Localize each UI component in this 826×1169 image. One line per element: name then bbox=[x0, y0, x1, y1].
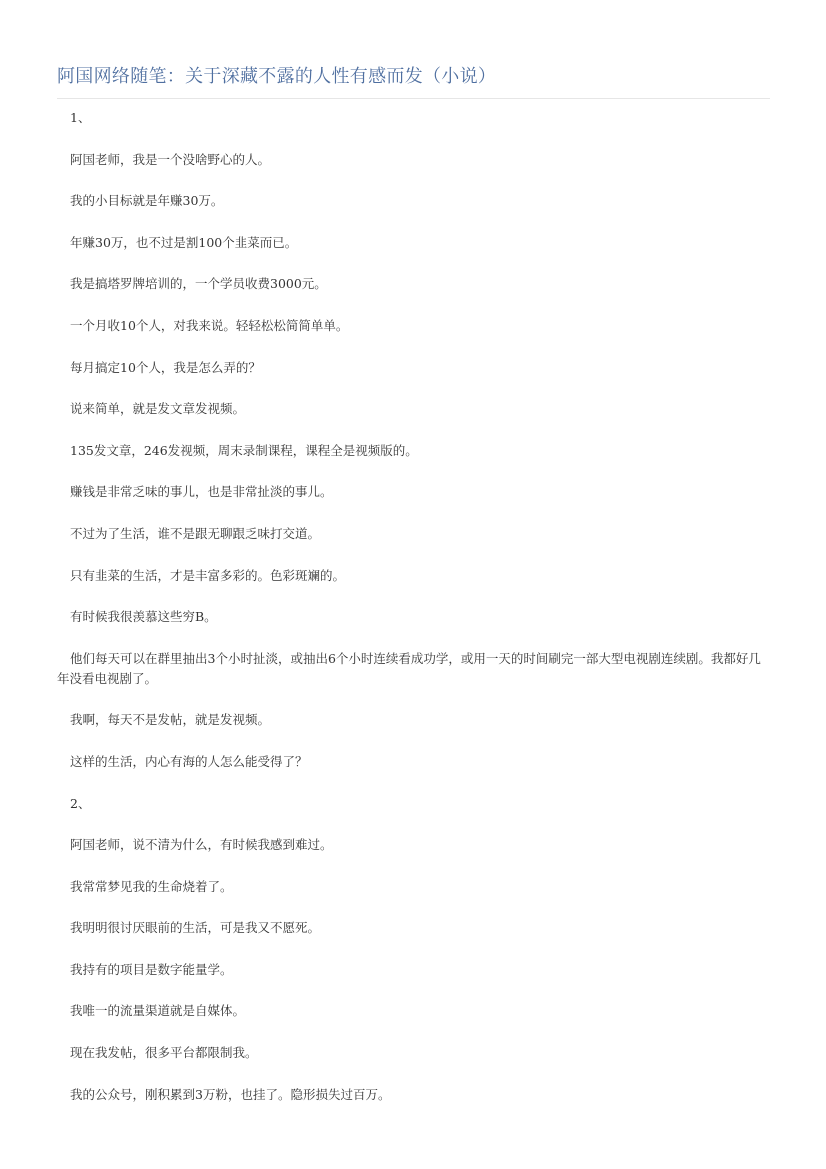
paragraph: 我的小目标就是年赚30万。 bbox=[70, 193, 224, 209]
paragraph: 2、 bbox=[70, 795, 91, 811]
paragraph: 现在我发帖，很多平台都限制我。 bbox=[70, 1045, 258, 1061]
paragraph: 每月搞定10个人，我是怎么弄的？ bbox=[70, 359, 261, 375]
paragraph: 一个月收10个人，对我来说。轻轻松松简简单单。 bbox=[70, 317, 349, 333]
paragraph: 我常常梦见我的生命烧着了。 bbox=[70, 878, 233, 894]
title-divider bbox=[57, 98, 770, 99]
paragraph: 1、 bbox=[70, 110, 91, 125]
paragraph: 只有韭菜的生活，才是丰富多彩的。色彩斑斓的。 bbox=[70, 567, 346, 583]
article-title: 阿国网络随笔：关于深藏不露的人性有感而发（小说） bbox=[57, 66, 497, 87]
paragraph: 年赚30万，也不过是割100个韭菜而已。 bbox=[70, 234, 298, 250]
paragraph: 说来简单，就是发文章发视频。 bbox=[70, 401, 246, 417]
paragraph: 我唯一的流量渠道就是自媒体。 bbox=[70, 1003, 246, 1019]
paragraph: 我的公众号，刚积累到3万粉，也挂了。隐形损失过百万。 bbox=[70, 1086, 391, 1102]
paragraph: 赚钱是非常乏味的事儿，也是非常扯淡的事儿。 bbox=[70, 484, 333, 500]
paragraph: 阿国老师，说不清为什么，有时候我感到难过。 bbox=[70, 837, 333, 853]
paragraph: 他们每天可以在群里抽出3个小时扯淡，或抽出6个小时连续看成功学，或用一天的时间刷完一部大型电视剧连续剧。我都好几年没看电视剧了。 bbox=[57, 650, 761, 686]
paragraph: 我啊，每天不是发帖，就是发视频。 bbox=[70, 712, 271, 728]
paragraph: 不过为了生活，谁不是跟无聊跟乏味打交道。 bbox=[70, 525, 321, 541]
paragraph: 我是搞塔罗牌培训的，一个学员收费3000元。 bbox=[70, 276, 327, 292]
paragraph: 我持有的项目是数字能量学。 bbox=[70, 961, 233, 977]
article-body bbox=[57, 108, 770, 1105]
paragraph: 阿国老师，我是一个没啥野心的人。 bbox=[70, 151, 271, 167]
paragraph: 这样的生活，内心有海的人怎么能受得了？ bbox=[70, 753, 308, 769]
paragraph: 135发文章，246发视频，周末录制课程，课程全是视频版的。 bbox=[70, 442, 418, 458]
paragraph: 有时候我很羡慕这些穷B。 bbox=[70, 609, 217, 625]
paragraph: 我明明很讨厌眼前的生活，可是我又不愿死。 bbox=[70, 920, 321, 936]
